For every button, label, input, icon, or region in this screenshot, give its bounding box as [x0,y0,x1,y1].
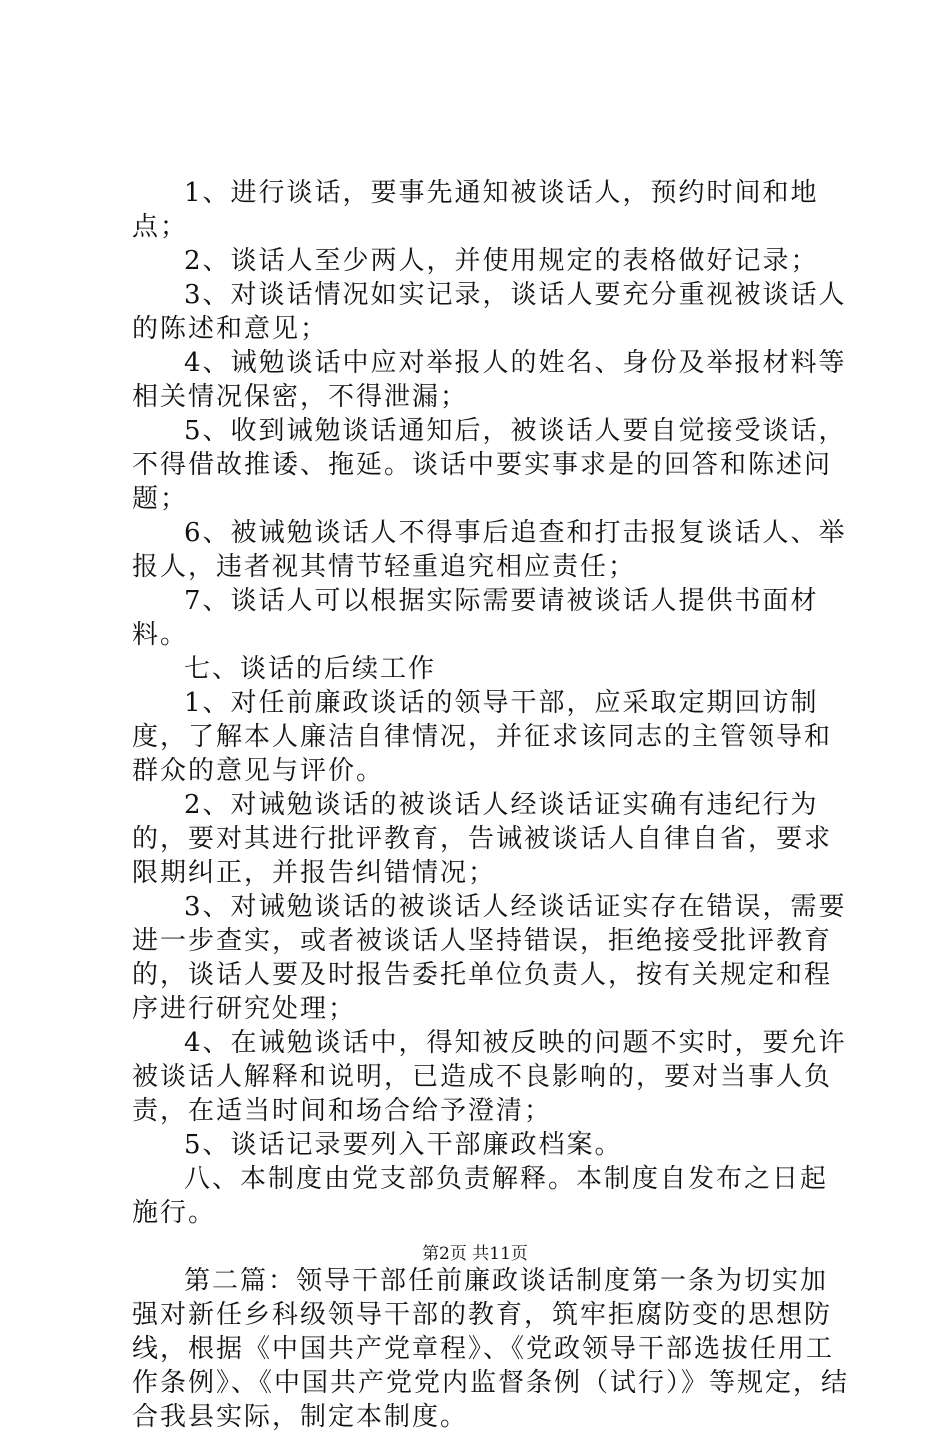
section-heading: 七、谈话的后续工作 [184,654,437,684]
paragraph: 1、进行谈话，要事先通知被谈话人，预约时间和地点； [132,178,819,242]
paragraph: 4、诫勉谈话中应对举报人的姓名、身份及举报材料等相关情况保密，不得泄漏； [132,348,847,412]
paragraph: 3、对谈话情况如实记录，谈话人要充分重视被谈话人的陈述和意见； [132,280,847,344]
paragraph: 4、在诫勉谈话中，得知被反映的问题不实时，要允许被谈话人解释和说明，已造成不良影响的，要对当事人负责，在适当时间和场合给予澄清； [132,1028,847,1126]
paragraph: 6、被诫勉谈话人不得事后追查和打击报复谈话人、举报人，违者视其情节轻重追究相应责任； [132,518,847,582]
paragraph: 2、谈话人至少两人，并使用规定的表格做好记录； [184,246,819,276]
paragraph: 2、对诫勉谈话的被谈话人经谈话证实确有违纪行为的，要对其进行批评教育，告诫被谈话人自律自省，要求限期纠正，并报告纠错情况； [132,790,833,888]
paragraph: 3、对诫勉谈话的被谈话人经谈话证实存在错误，需要进一步查实，或者被谈话人坚持错误，拒绝接受批评教育的，谈话人要及时报告委托单位负责人，按有关规定和程序进行研究处理； [132,892,847,1024]
paragraph: 1、对任前廉政谈话的领导干部，应采取定期回访制度，了解本人廉洁自律情况，并征求该同志的主管领导和群众的意见与评价。 [132,688,833,786]
page-footer: 第2页 共11页 [422,1244,528,1264]
section-heading: 八、本制度由党支部负责解释。本制度自发布之日起施行。 [132,1164,829,1228]
paragraph: 5、谈话记录要列入干部廉政档案。 [184,1130,623,1160]
paragraph: 5、收到诫勉谈话通知后，被谈话人要自觉接受谈话，不得借故推诿、拖延。谈话中要实事求是的回答和陈述问题； [132,416,847,514]
second-section-paragraph: 第二篇：领导干部任前廉政谈话制度第一条为切实加强对新任乡科级领导干部的教育，筑牢拒腐防变的思想防线，根据《中国共产党章程》、《党政领导干部选拔任用工作条例》、《中国共产党党内监督条例（试行）》等规定，结合我县实际，制定本制度。 [132,1266,850,1432]
paragraph: 7、谈话人可以根据实际需要请被谈话人提供书面材料。 [132,586,819,650]
